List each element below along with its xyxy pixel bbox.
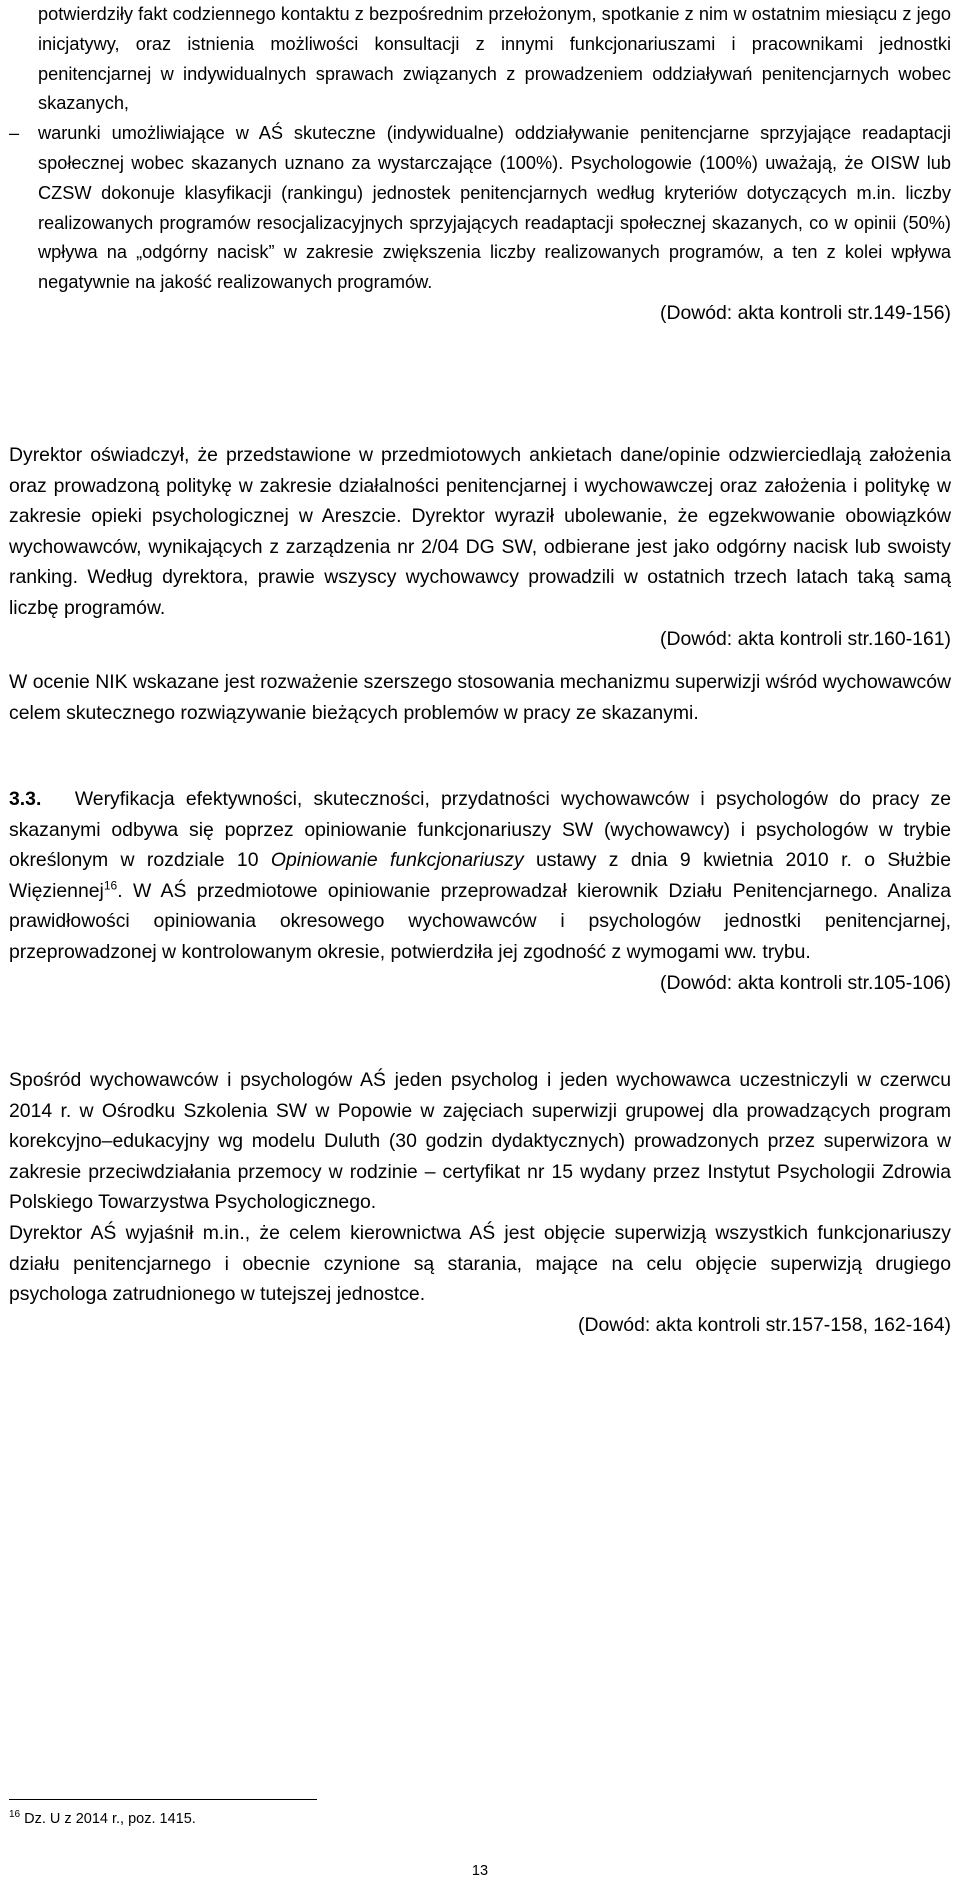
evidence-reference: (Dowód: akta kontroli str.160-161) bbox=[659, 627, 951, 650]
block-supervision bbox=[9, 1065, 951, 1340]
dash-item-text: warunki umożliwiające w AŚ skuteczne (indywidualne) oddziaływanie penitencjarne sprzyjające readaptacji społecznej wobec skazanych uznano za wystarczające (100%). Psychologowie (100%) uważają, że OISW lub CZSW dokonuje klasyfikacji (rankingu) jednostek penitencjarnych według kryteriów dotyczących m.in. liczby realizowanych programów resocjalizacyjnych sprzyjających readaptacji społecznej skazanych, co w opinii (50%) wpływa na „odgórny nacisk” w zakresie zwiększenia liczby realizowanych programów, a ten z kolei wpływa negatywnie na jakość realizowanych programów. bbox=[38, 123, 951, 293]
dash-list-item bbox=[9, 119, 951, 298]
section-text-italic: Opiniowanie funkcjonariuszy bbox=[270, 849, 524, 872]
evidence-reference: (Dowód: akta kontroli str.149-156) bbox=[659, 301, 951, 324]
paragraph-director-statement: Dyrektor oświadczył, że przedstawione w przedmiotowych ankietach dane/opinie odzwierciedlają założenia oraz prowadzoną politykę w zakresie działalności penitencjarnej i wychowawczej oraz założenia i politykę w zakresie opieki psychologicznej w Areszcie. Dyrektor wyraził ubolewanie, że egzekwowanie obowiązków wychowawców, wynikających z zarządzenia nr 2/04 DG SW, odbierane jest jako odgórny nacisk lub swoisty ranking. Według dyrektora, prawie wszyscy wychowawcy prowadzili w ostatnich trzech latach taką samą liczbę programów. bbox=[9, 444, 951, 619]
paragraph-director-explanation: Dyrektor AŚ wyjaśnił m.in., że celem kierownictwa AŚ jest objęcie superwizją wszystkich funkcjonariuszy działu penitencjarnego i obecnie czynione są starania, mające na celu objęcie superwizją drugiego psychologa zatrudnionego w tutejszej jednostce. bbox=[9, 1221, 951, 1306]
block-director-statement bbox=[9, 440, 951, 654]
footnote-text: Dz. U z 2014 r., poz. 1415. bbox=[24, 1810, 196, 1827]
paragraph-supervision: Spośród wychowawców i psychologów AŚ jeden psycholog i jeden wychowawca uczestniczyli w czerwcu 2014 r. w Ośrodku Szkolenia SW w Popowie w zajęciach superwizji grupowej dla prowadzących program korekcyjno–edukacyjny wg modelu Duluth (30 godzin dydaktycznych) prowadzonych przez superwizora w zakresie przeciwdziałania przemocy w rodzinie – certyfikat nr 15 wydany przez Instytut Psychologii Zdrowia Polskiego Towarzystwa Psychologicznego. bbox=[9, 1069, 951, 1214]
paragraph-section-3-3 bbox=[9, 784, 951, 968]
paragraph-continuation: potwierdziły fakt codziennego kontaktu z bezpośrednim przełożonym, spotkanie z nim w ostatnim miesiącu z jego inicjatywy, oraz istnienia możliwości konsultacji z innymi funkcjonariuszami i pracownikami jednostki penitencjarnej w indywidualnych sprawach związanych z prowadzeniem oddziaływań penitencjarnych wobec skazanych, bbox=[38, 4, 951, 114]
footnote-reference: 16 bbox=[103, 878, 118, 893]
block-nik-assessment bbox=[9, 667, 951, 728]
section-number: 3.3. bbox=[9, 788, 42, 810]
footnote-number: 16 bbox=[9, 1809, 21, 1820]
evidence-reference: (Dowód: akta kontroli str.105-106) bbox=[659, 971, 951, 994]
block-survey-results bbox=[9, 0, 951, 329]
page-number: 13 bbox=[471, 1863, 489, 1879]
dash-bullet: – bbox=[9, 123, 20, 144]
section-text-c: . W AŚ przedmiotowe opiniowanie przeprowadzał kierownik Działu Penitencjarnego. Analiza prawidłowości opiniowania okresowego wychowawców i psychologów jednostki penitencjarnej, przeprowadzonej w kontrolowanym okresie, potwierdziła jej zgodność z wymogami ww. trybu. bbox=[9, 879, 951, 963]
footnote bbox=[9, 1806, 196, 1828]
block-section-3-3 bbox=[9, 784, 951, 998]
evidence-reference: (Dowód: akta kontroli str.157-158, 162-164) bbox=[578, 1313, 951, 1336]
footnote-divider bbox=[9, 1799, 317, 1800]
section-text-a: Weryfikacja efektywności, skuteczności, przydatności wychowawców i psychologów do pracy ze skazanymi odbywa się poprzez opiniowanie funkcjonariuszy SW (wychowawcy) i psychologów w trybie określonym w rozdziale 10 bbox=[9, 788, 951, 872]
paragraph-nik-assessment: W ocenie NIK wskazane jest rozważenie szerszego stosowania mechanizmu superwizji wśród wychowawców celem skutecznego rozwiązywanie bieżących problemów w pracy ze skazanymi. bbox=[9, 671, 951, 724]
section-text-b: ustawy z dnia 9 kwietnia 2010 r. o Służbie Więziennej bbox=[9, 849, 952, 902]
